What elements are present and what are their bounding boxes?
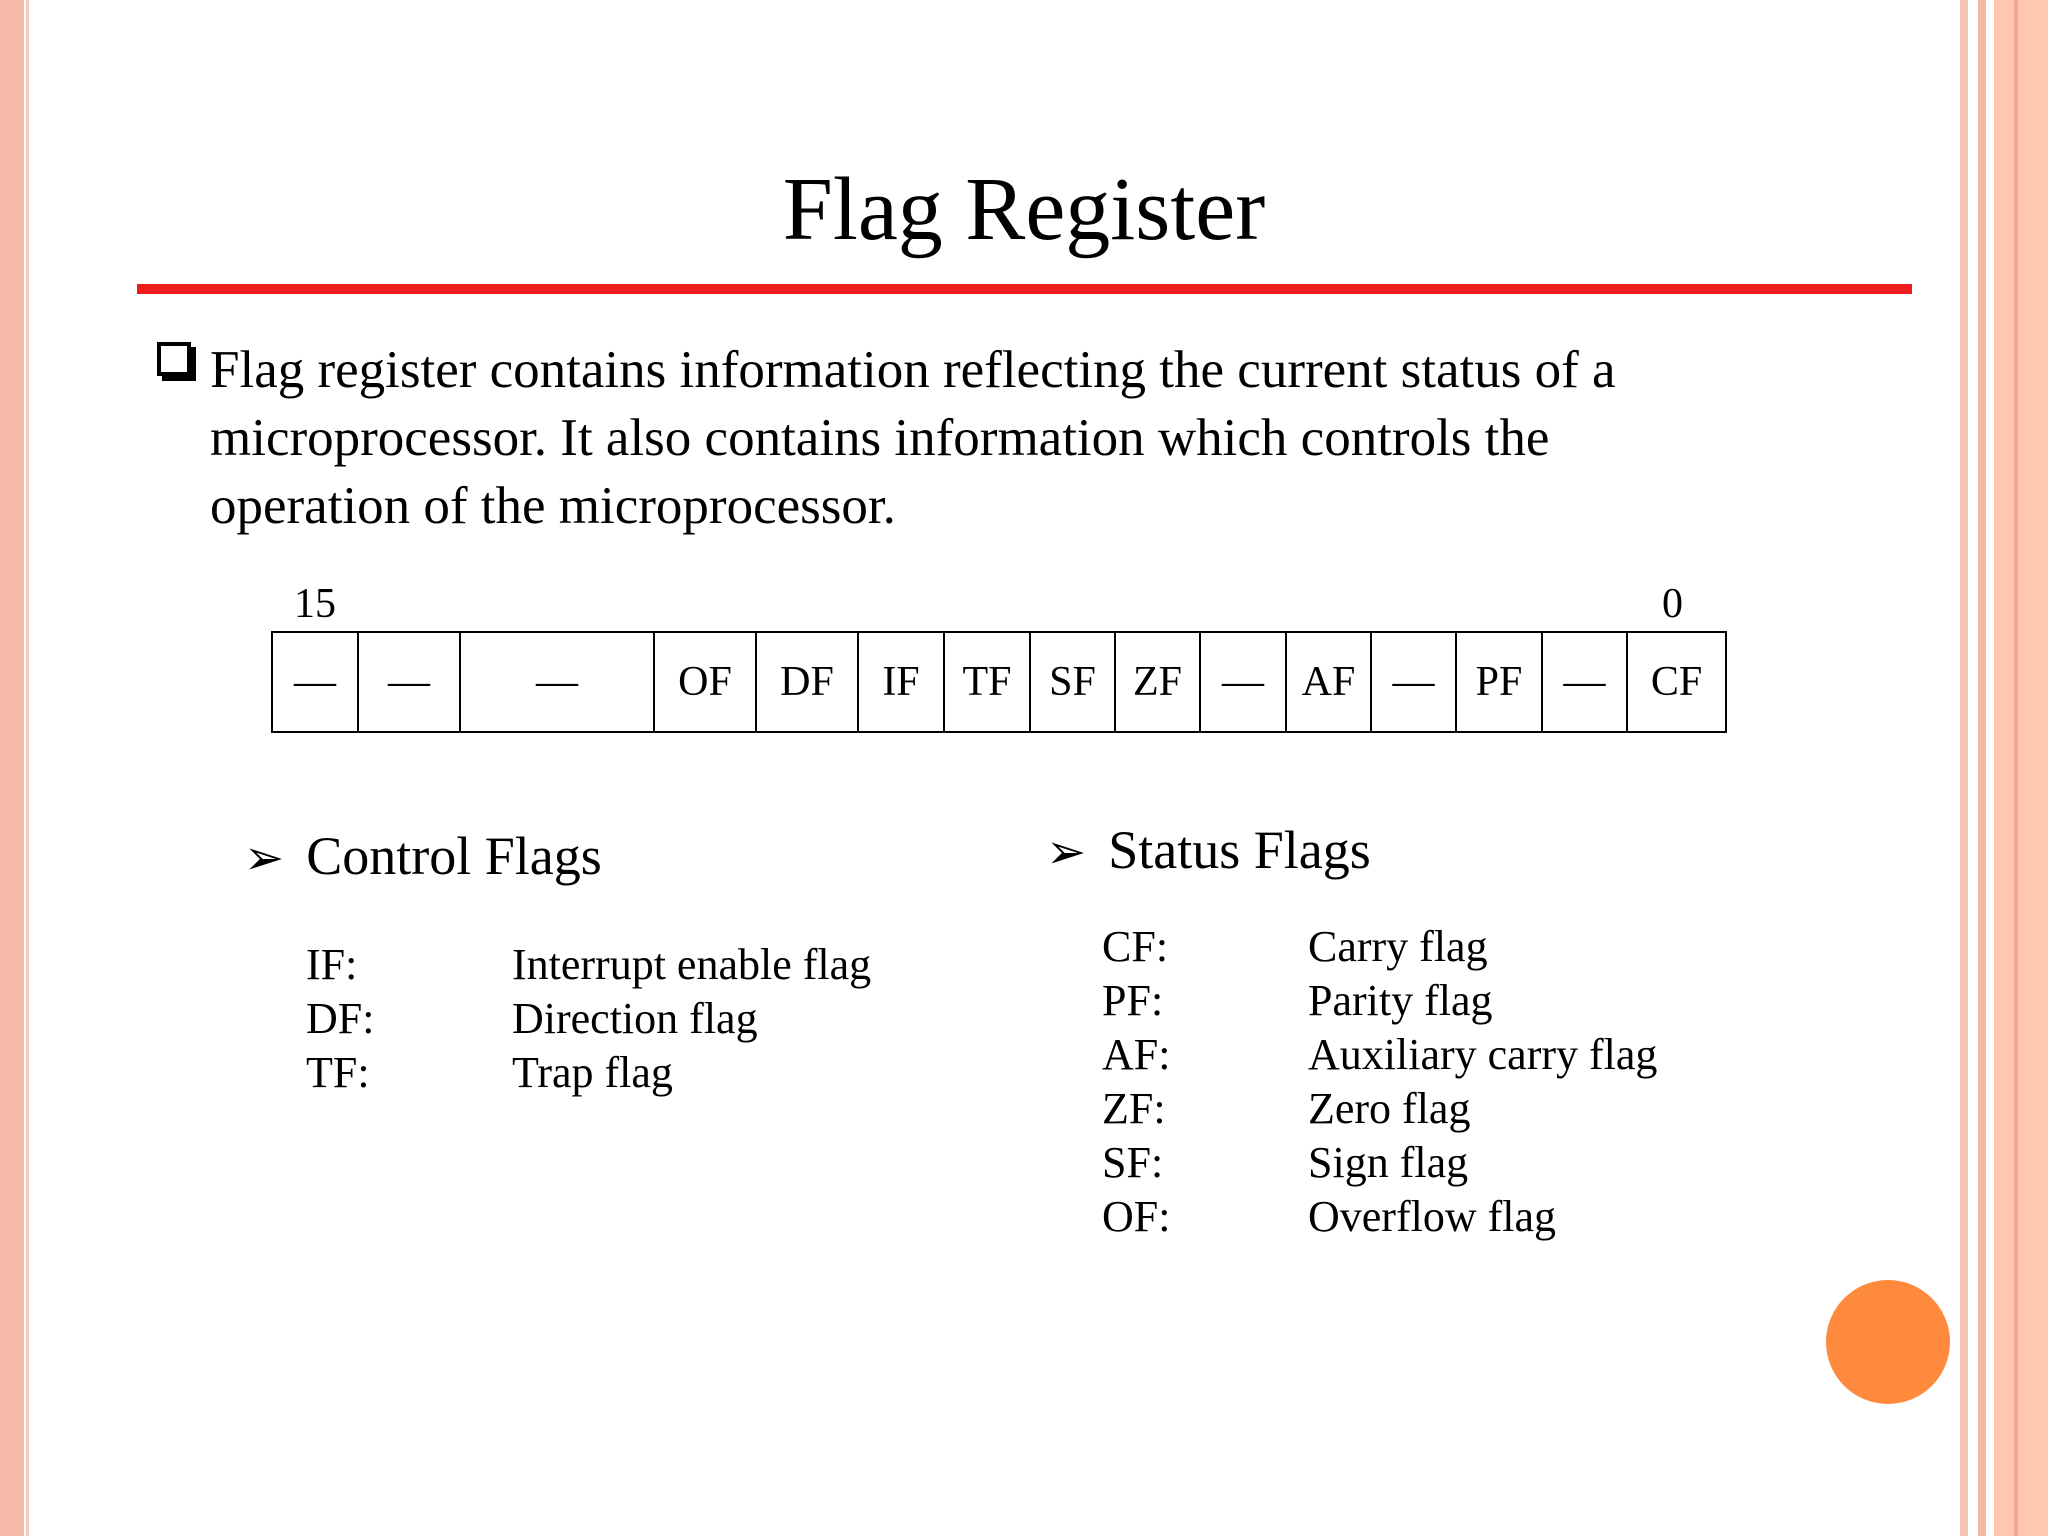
- flag-abbr: CF:: [1102, 922, 1169, 971]
- high-bit-label: 15: [294, 581, 336, 627]
- register-cell: —: [1201, 633, 1287, 731]
- title-divider: [137, 284, 1912, 294]
- slide-title: Flag Register: [782, 160, 1266, 259]
- flag-abbr: TF:: [306, 1048, 370, 1097]
- intro-line-2: microprocessor. It also contains information which controls the: [210, 409, 1550, 467]
- flag-abbr: IF:: [306, 940, 358, 989]
- flag-abbr: SF:: [1102, 1138, 1164, 1187]
- flag-desc: Interrupt enable flag: [512, 940, 872, 989]
- intro-paragraph: [210, 336, 1770, 540]
- list-item: [1102, 1136, 1657, 1190]
- list-item: [1102, 974, 1657, 1028]
- list-item: [1102, 1028, 1657, 1082]
- arrow-bullet-icon: ➢: [1046, 824, 1087, 880]
- intro-line-1: Flag register contains information reflecting the current status of a: [210, 341, 1616, 399]
- orange-circle-decoration: [1826, 1280, 1950, 1404]
- flag-register-diagram: [271, 631, 1727, 733]
- register-cell: OF: [655, 633, 757, 731]
- register-cell: CF: [1650, 659, 1703, 705]
- flag-abbr: PF:: [1102, 976, 1164, 1025]
- list-item: [306, 1046, 871, 1100]
- status-flags-list: [1102, 920, 1657, 1244]
- register-cell: —: [359, 633, 461, 731]
- register-cell: PF: [1457, 633, 1543, 731]
- register-cell: —: [1543, 633, 1628, 731]
- flag-desc: Parity flag: [1308, 976, 1493, 1025]
- square-bullet-icon: [157, 342, 191, 376]
- intro-line-3: operation of the microprocessor.: [210, 477, 896, 535]
- register-cell: DF: [757, 633, 859, 731]
- status-flags-heading: [1046, 820, 1371, 882]
- flag-desc: Overflow flag: [1308, 1192, 1557, 1241]
- low-bit-label: 0: [1662, 581, 1683, 627]
- flag-desc: Trap flag: [512, 1048, 673, 1097]
- flag-desc: Sign flag: [1308, 1138, 1469, 1187]
- flag-desc: Direction flag: [512, 994, 758, 1043]
- register-cell: —: [1372, 633, 1457, 731]
- control-flags-list: [306, 938, 871, 1100]
- flag-desc: Auxiliary carry flag: [1308, 1030, 1658, 1079]
- list-item: [306, 992, 871, 1046]
- register-cell: TF: [945, 633, 1031, 731]
- list-item: [1102, 1190, 1657, 1244]
- flag-desc: Carry flag: [1308, 922, 1488, 971]
- arrow-bullet-icon: ➢: [244, 830, 285, 886]
- register-cell: AF: [1287, 633, 1372, 731]
- list-item: [1102, 1082, 1657, 1136]
- status-flags-title: Status Flags: [1108, 820, 1371, 880]
- control-flags-title: Control Flags: [306, 826, 602, 886]
- list-item: [306, 938, 871, 992]
- register-cell: —: [273, 633, 359, 731]
- register-cell: IF: [859, 633, 945, 731]
- flag-abbr: DF:: [306, 994, 375, 1043]
- register-cell: ZF: [1116, 633, 1201, 731]
- flag-desc: Zero flag: [1308, 1084, 1471, 1133]
- register-cell: —: [461, 633, 655, 731]
- list-item: [1102, 920, 1657, 974]
- flag-abbr: ZF:: [1102, 1084, 1166, 1133]
- control-flags-heading: [244, 826, 602, 888]
- flag-abbr: AF:: [1102, 1030, 1171, 1079]
- register-cell: SF: [1031, 633, 1116, 731]
- flag-abbr: OF:: [1102, 1192, 1171, 1241]
